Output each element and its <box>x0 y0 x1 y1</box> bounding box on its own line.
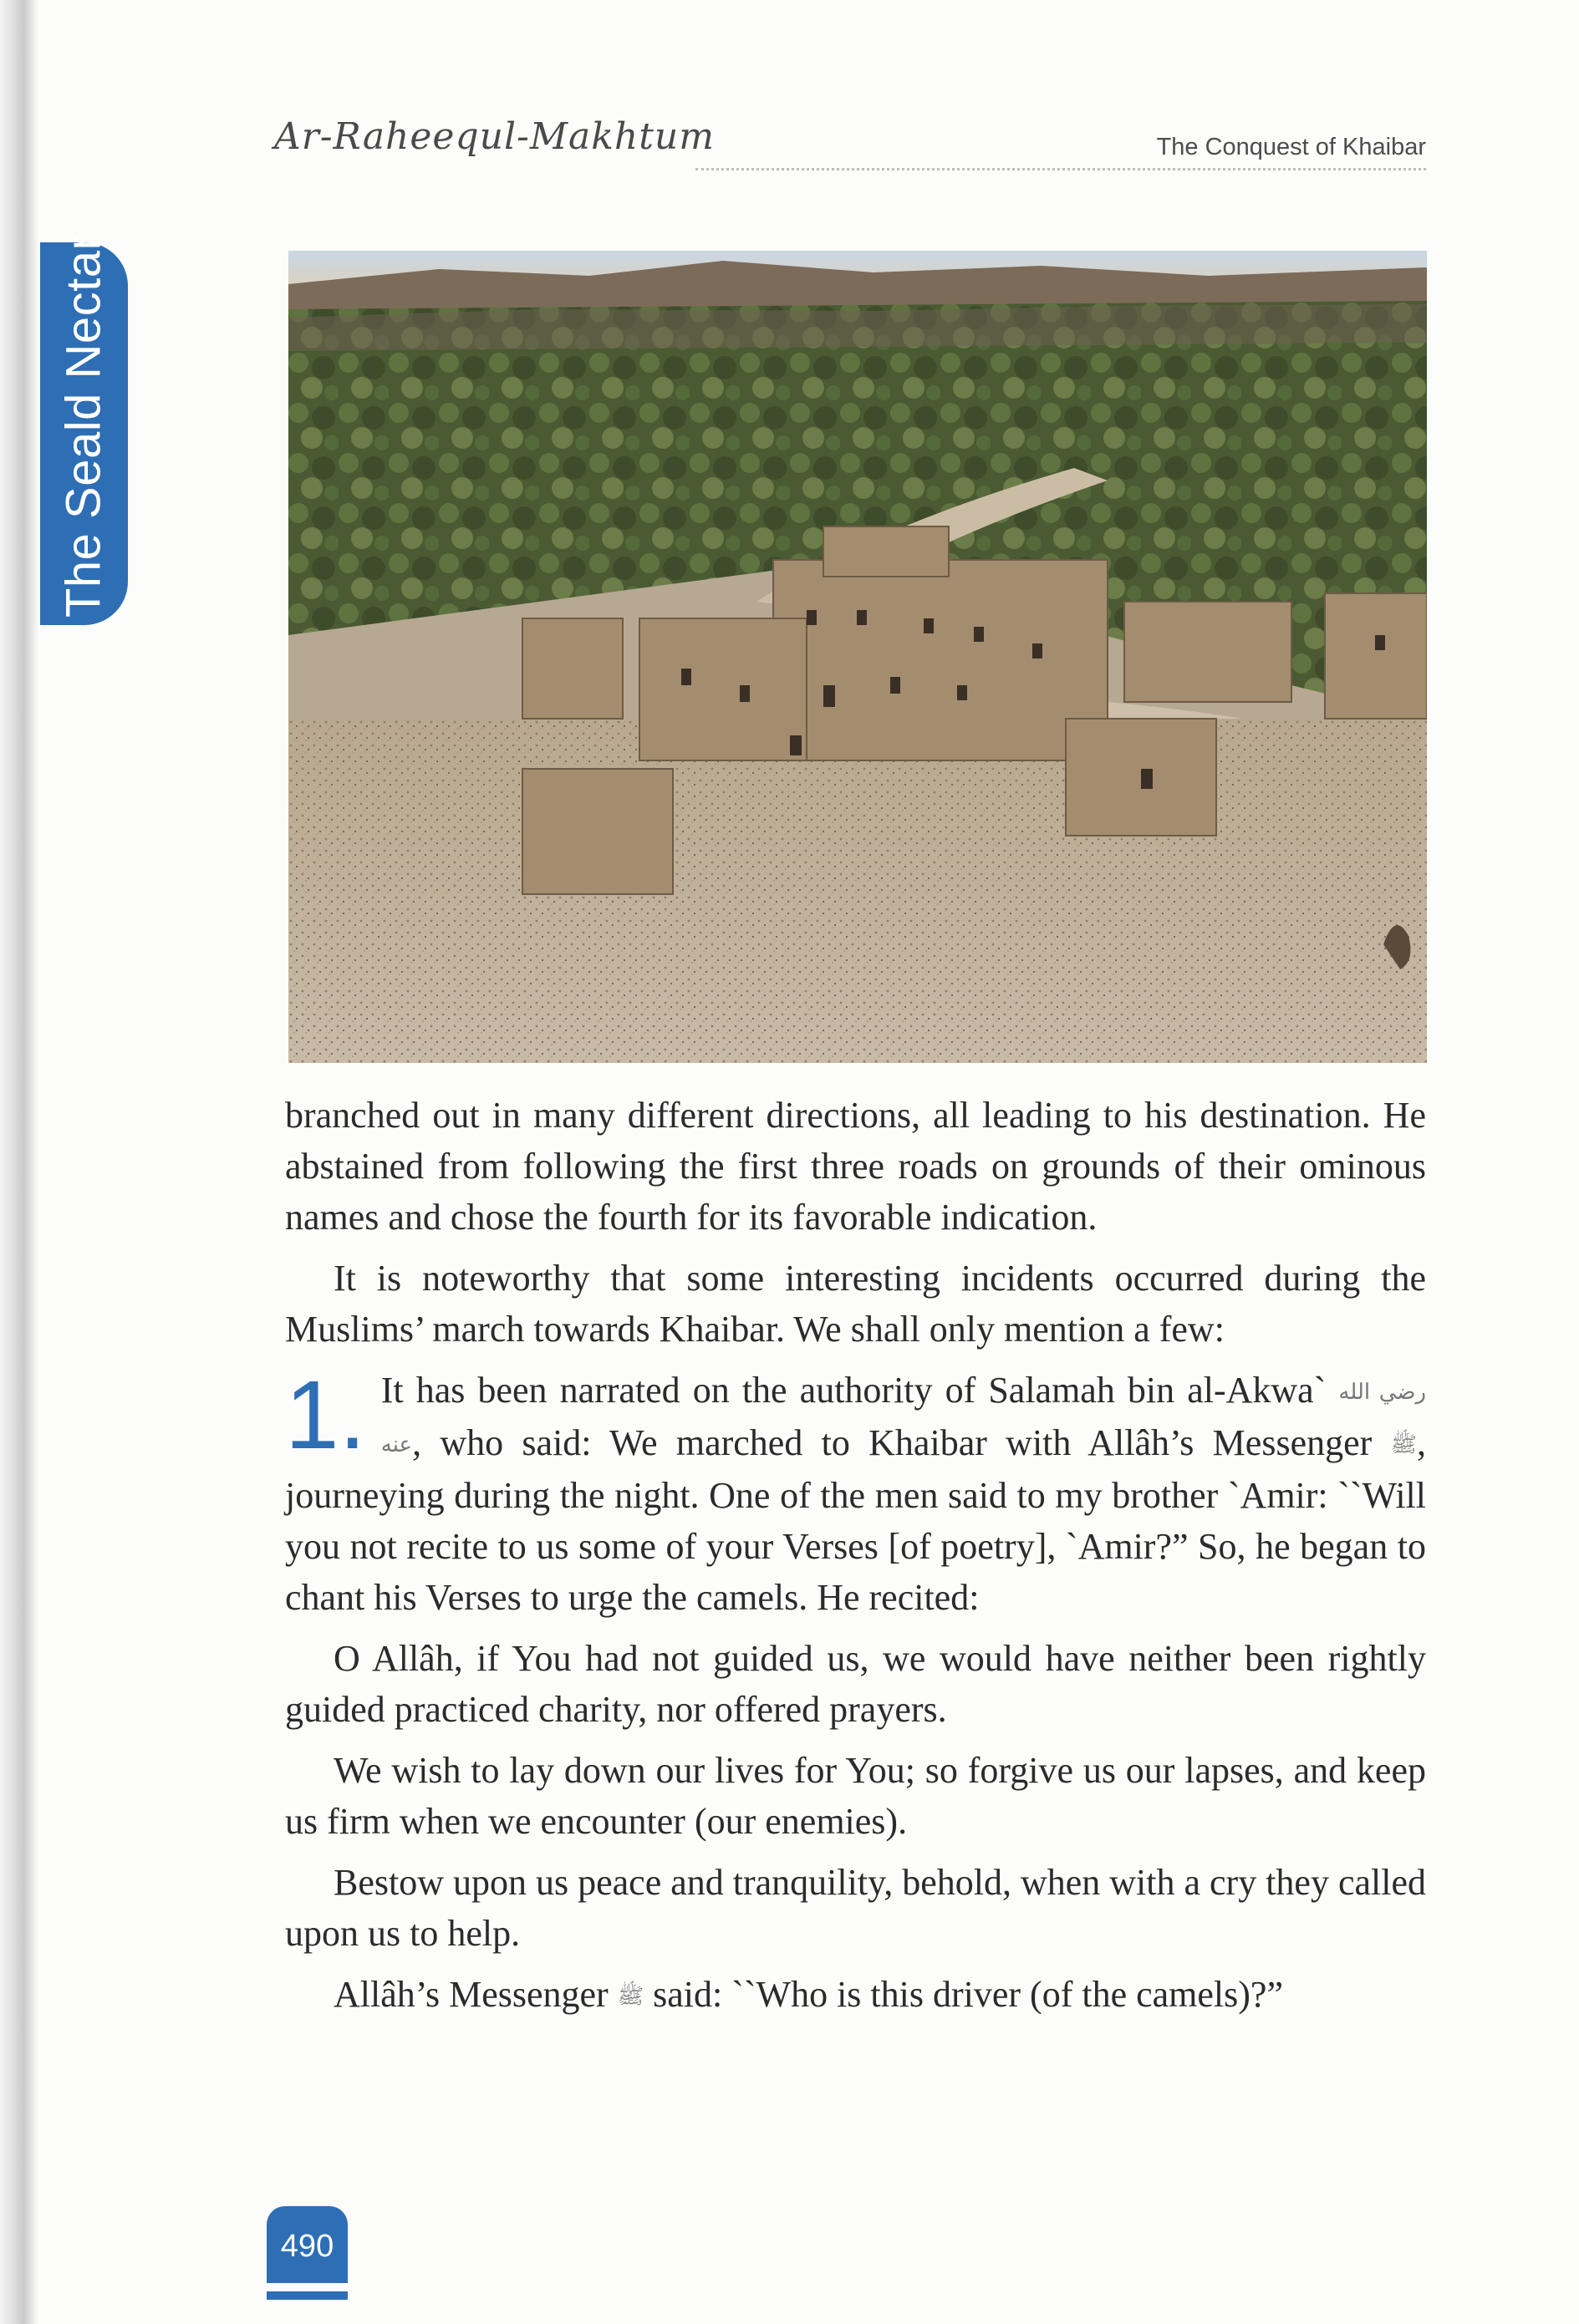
page-number-bar <box>267 2291 348 2300</box>
last-text-b: said: ``Who is this driver (of the camels)?” <box>644 1974 1283 2015</box>
paragraph-2: It is noteworthy that some interesting incidents occurred during the Muslims’ march towards Khaibar. We shall only mention a few: <box>285 1258 1426 1350</box>
item-1-text-a: It has been narrated on the authority of Salamah bin al-Akwa` <box>380 1370 1327 1411</box>
verse-3: Bestow upon us peace and tranquility, behold, when with a cry they called upon us to help. <box>285 1862 1427 1954</box>
paragraph-1: branched out in many different directions, all leading to his destination. He abstained from following the first three roads on grounds of their ominous names and chose the fourth for its favorable indication. <box>285 1095 1426 1238</box>
item-1-text-b: , who said: We marched to Khaibar with Allâh’s Messenger <box>412 1422 1373 1463</box>
verse-1: O Allâh, if You had not guided us, we would have neither been rightly guided practiced charity, nor offered prayers. <box>285 1638 1426 1730</box>
body-text <box>285 1090 1426 2032</box>
photo-illustration <box>288 251 1427 1063</box>
item-number-dropcap: 1. <box>285 1360 366 1469</box>
khaibar-ruins-photo <box>288 251 1427 1063</box>
numbered-item-1 <box>285 1360 1427 1623</box>
page-binding-shadow <box>0 0 38 2324</box>
honorific-sahabi-symbol: رضي الله عنه <box>380 1380 1426 1457</box>
page-number: 490 <box>267 2206 348 2283</box>
header-dotted-rule <box>695 168 1426 170</box>
running-header-book-title: Ar-Raheequl-Makhtum <box>274 115 715 158</box>
last-text-a: Allâh’s Messenger <box>334 1974 609 2015</box>
honorific-prophet-symbol: ﷺ <box>1390 1432 1418 1457</box>
running-header-chapter-title: The Conquest of Khaibar <box>1156 134 1426 160</box>
verse-2: We wish to lay down our lives for You; so forgive us our lapses, and keep us firm when we encounter (our enemies). <box>285 1750 1426 1842</box>
item-1-text-c: , journeying during the night. One of the men said to my brother `Amir: ``Will you not recite to us some of your Verses [of poetry], `Amir?” So, he began to chant his Verses to urge the camels. He recited: <box>285 1422 1427 1618</box>
honorific-prophet-symbol-2: ﷺ <box>617 1984 644 2008</box>
paragraph-last <box>285 1969 1426 2021</box>
side-tab-label: The Seald Nectar <box>56 233 111 618</box>
